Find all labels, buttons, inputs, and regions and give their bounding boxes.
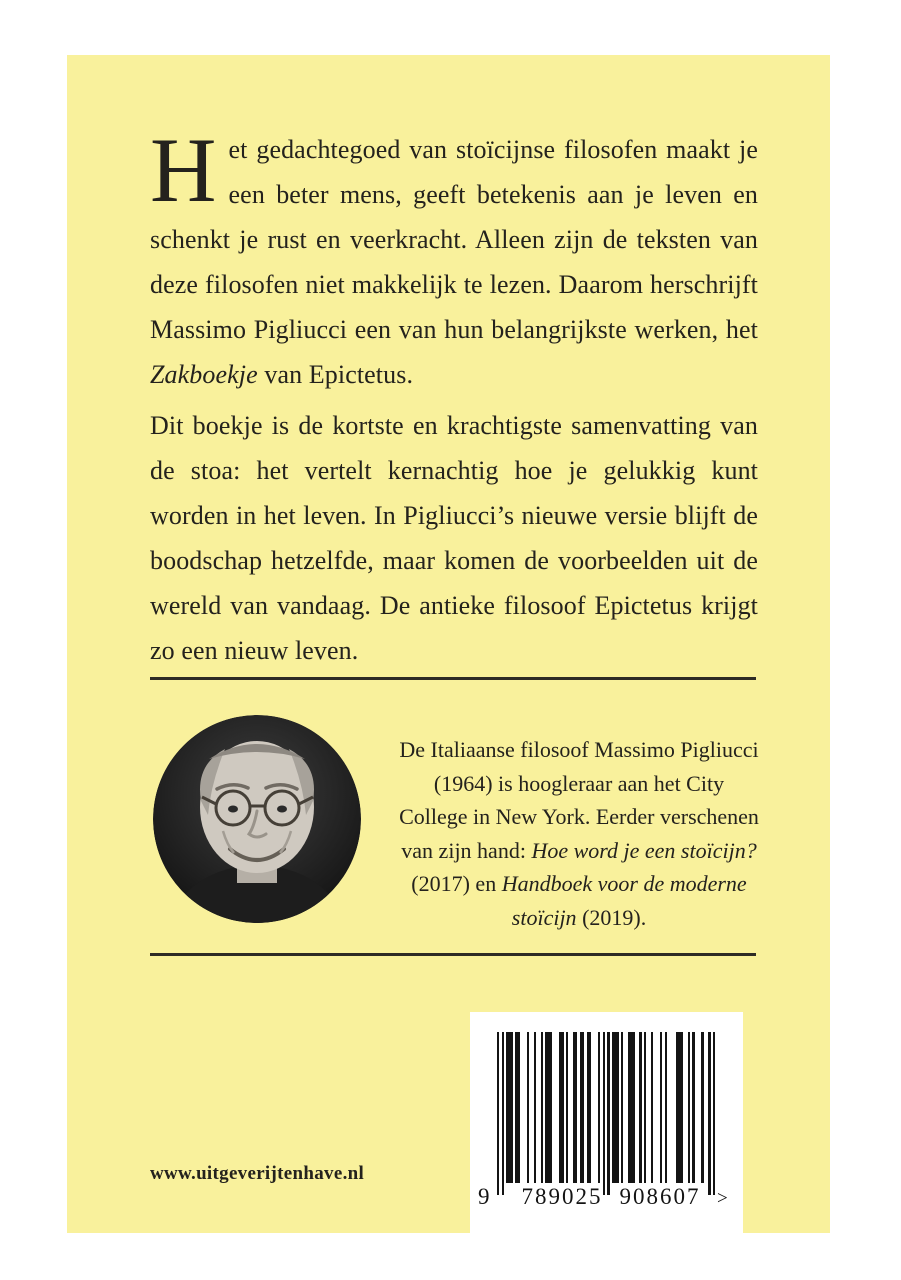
author-bio [399,733,759,934]
author-bio-text: De Italiaanse filosoof Massimo Pigliucci (1964) is hoogleraar aan het City College in New York. Eerder verschenen van zijn hand: Hoe word je een stoïcijn? (2017) en Handboek voor de moderne stoïcijn (2019). [399,737,759,930]
blurb-paragraph-2 [150,403,758,673]
barcode-digits-group1: 789025 [521,1184,603,1209]
divider-top [150,677,756,680]
barcode-quiet-zone-indicator: > [717,1188,728,1209]
barcode-bars [497,1032,715,1195]
barcode-digit-first: 9 [478,1184,490,1209]
author-portrait-illustration [153,715,361,923]
divider-bottom [150,953,756,956]
blurb-paragraph-1-text: et gedachtegoed van stoïcijnse filosofen maakt je een beter mens, geeft betekenis aan je leven en schenkt je rust en veerkracht. Alleen zijn de teksten van deze filosofen niet makkelijk te lezen. Daarom herschrijft Massimo Pigliucci een van hun belangrijkste werken, het Zakboekje van Epictetus. [150,135,758,389]
blurb-paragraph-1 [150,119,758,397]
barcode-digits-group2: 908607 [619,1184,701,1209]
publisher-url: www.uitgeverijtenhave.nl [150,1163,365,1184]
barcode [470,1012,743,1233]
blurb-paragraph-2-text: Dit boekje is de kortste en krachtigste samenvatting van de stoa: het vertelt kernachtig hoe je gelukkig kunt worden in het leven. In Pigliucci’s nieuwe versie blijft de boodschap hetzelfde, maar komen de voorbeelden uit de wereld van vandaag. De antieke filosoof Epictetus krijgt zo een nieuw leven. [150,411,758,665]
drop-cap: H [150,119,217,221]
author-photo [153,715,361,923]
book-back-cover [67,55,830,1233]
